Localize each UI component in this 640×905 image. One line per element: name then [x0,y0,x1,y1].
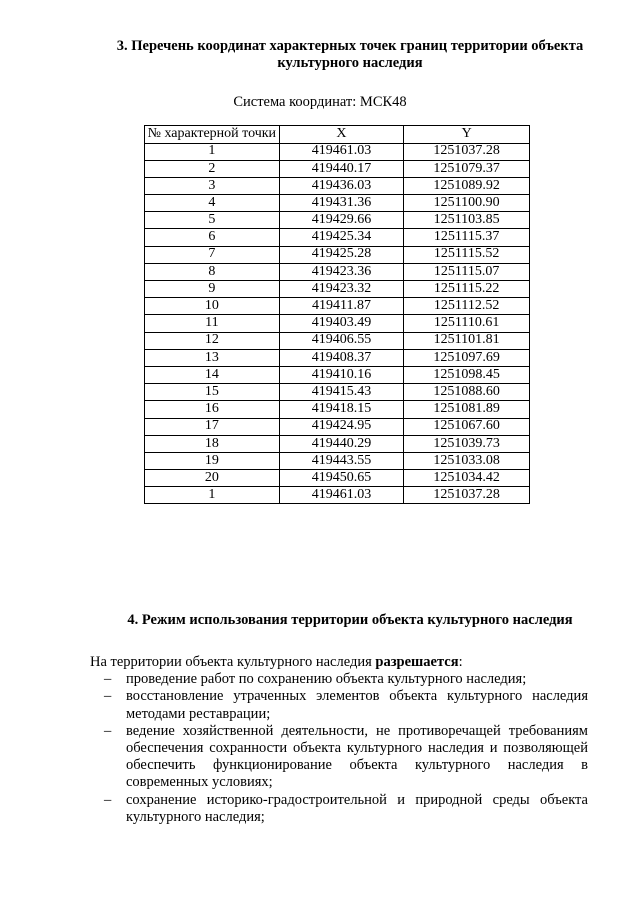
list-item-text: ведение хозяйственной деятельности, не противоречащей требованиям обеспечения сохранности объекта культурного наследия и позволяющей обеспечить функционирование объекта культурного наследия в современных условиях; [126,722,588,791]
cell-x: 419408.37 [279,349,404,366]
cell-y: 1251110.61 [404,315,530,332]
table-row [145,212,530,229]
table-row [145,384,530,401]
cell-point-number: 8 [145,263,280,280]
cell-point-number: 1 [145,143,280,160]
cell-y: 1251112.52 [404,298,530,315]
cell-y: 1251103.85 [404,212,530,229]
list-item-text: восстановление утраченных элементов объекта культурного наследия методами реставрации; [126,688,588,722]
cell-point-number: 19 [145,452,280,469]
cell-x: 419425.28 [279,246,404,263]
table-row [145,418,530,435]
cell-point-number: 5 [145,212,280,229]
cell-point-number: 3 [145,177,280,194]
cell-x: 419431.36 [279,195,404,212]
table-header-row [145,126,530,144]
regime-intro-bold: разрешается [375,654,459,670]
dash-bullet: – [104,671,112,688]
cell-x: 419429.66 [279,212,404,229]
cell-x: 419418.15 [279,401,404,418]
table-row [145,452,530,469]
table-row [145,143,530,160]
cell-y: 1251079.37 [404,160,530,177]
cell-x: 419461.03 [279,143,404,160]
cell-point-number: 20 [145,470,280,487]
cell-y: 1251115.37 [404,229,530,246]
cell-point-number: 11 [145,315,280,332]
cell-y: 1251039.73 [404,435,530,452]
cell-point-number: 9 [145,281,280,298]
cell-y: 1251067.60 [404,418,530,435]
cell-point-number: 4 [145,195,280,212]
cell-y: 1251089.92 [404,177,530,194]
section-3-heading: 3. Перечень координат характерных точек границ территории объекта культурного наследия [116,38,584,71]
cell-x: 419425.34 [279,229,404,246]
table-row [145,349,530,366]
coordinates-table [144,125,530,504]
regime-intro-colon: : [458,654,463,670]
regime-intro [90,654,588,671]
cell-x: 419440.17 [279,160,404,177]
cell-y: 1251037.28 [404,487,530,504]
coordinate-system-label: Система координат: МСК48 [233,94,407,110]
cell-x: 419450.65 [279,470,404,487]
cell-y: 1251101.81 [404,332,530,349]
table-row [145,315,530,332]
table-row [145,366,530,383]
table-row [145,177,530,194]
section-4-heading: 4. Режим использования территории объекта культурного наследия [127,612,573,628]
cell-x: 419411.87 [279,298,404,315]
table-row [145,160,530,177]
cell-x: 419443.55 [279,452,404,469]
cell-point-number: 16 [145,401,280,418]
cell-point-number: 7 [145,246,280,263]
cell-x: 419415.43 [279,384,404,401]
list-item [90,723,588,792]
header-y: Y [404,126,530,144]
cell-point-number: 2 [145,160,280,177]
cell-x: 419424.95 [279,418,404,435]
cell-y: 1251098.45 [404,366,530,383]
list-item-text: сохранение историко-градостроительной и природной среды объекта культурного наследия; [126,791,588,825]
cell-x: 419423.32 [279,281,404,298]
table-row [145,263,530,280]
cell-y: 1251033.08 [404,452,530,469]
header-point-number: № характерной точки [145,126,280,144]
table-row [145,195,530,212]
list-item [90,688,588,722]
cell-point-number: 12 [145,332,280,349]
regime-section [90,654,588,826]
cell-y: 1251115.07 [404,263,530,280]
cell-point-number: 17 [145,418,280,435]
cell-point-number: 10 [145,298,280,315]
coordinates-table-body [145,143,530,504]
cell-x: 419461.03 [279,487,404,504]
list-item-text: проведение работ по сохранению объекта культурного наследия; [126,671,527,688]
cell-y: 1251100.90 [404,195,530,212]
cell-point-number: 6 [145,229,280,246]
dash-bullet: – [104,688,112,705]
table-row [145,487,530,504]
list-item [90,792,588,826]
cell-y: 1251034.42 [404,470,530,487]
dash-bullet: – [104,791,112,808]
cell-y: 1251037.28 [404,143,530,160]
cell-y: 1251115.22 [404,281,530,298]
table-row [145,281,530,298]
table-row [145,229,530,246]
cell-x: 419436.03 [279,177,404,194]
cell-x: 419403.49 [279,315,404,332]
cell-y: 1251081.89 [404,401,530,418]
cell-y: 1251097.69 [404,349,530,366]
table-row [145,470,530,487]
table-row [145,332,530,349]
cell-point-number: 14 [145,366,280,383]
cell-x: 419423.36 [279,263,404,280]
table-row [145,298,530,315]
table-row [145,401,530,418]
regime-intro-text: На территории объекта культурного наследия [90,654,376,670]
cell-x: 419410.16 [279,366,404,383]
header-x: X [279,126,404,144]
table-row [145,435,530,452]
permitted-activities-list [90,671,588,826]
cell-point-number: 18 [145,435,280,452]
dash-bullet: – [104,722,112,739]
cell-x: 419406.55 [279,332,404,349]
list-item [90,671,588,688]
cell-point-number: 13 [145,349,280,366]
cell-x: 419440.29 [279,435,404,452]
cell-point-number: 15 [145,384,280,401]
cell-point-number: 1 [145,487,280,504]
cell-y: 1251115.52 [404,246,530,263]
table-row [145,246,530,263]
cell-y: 1251088.60 [404,384,530,401]
